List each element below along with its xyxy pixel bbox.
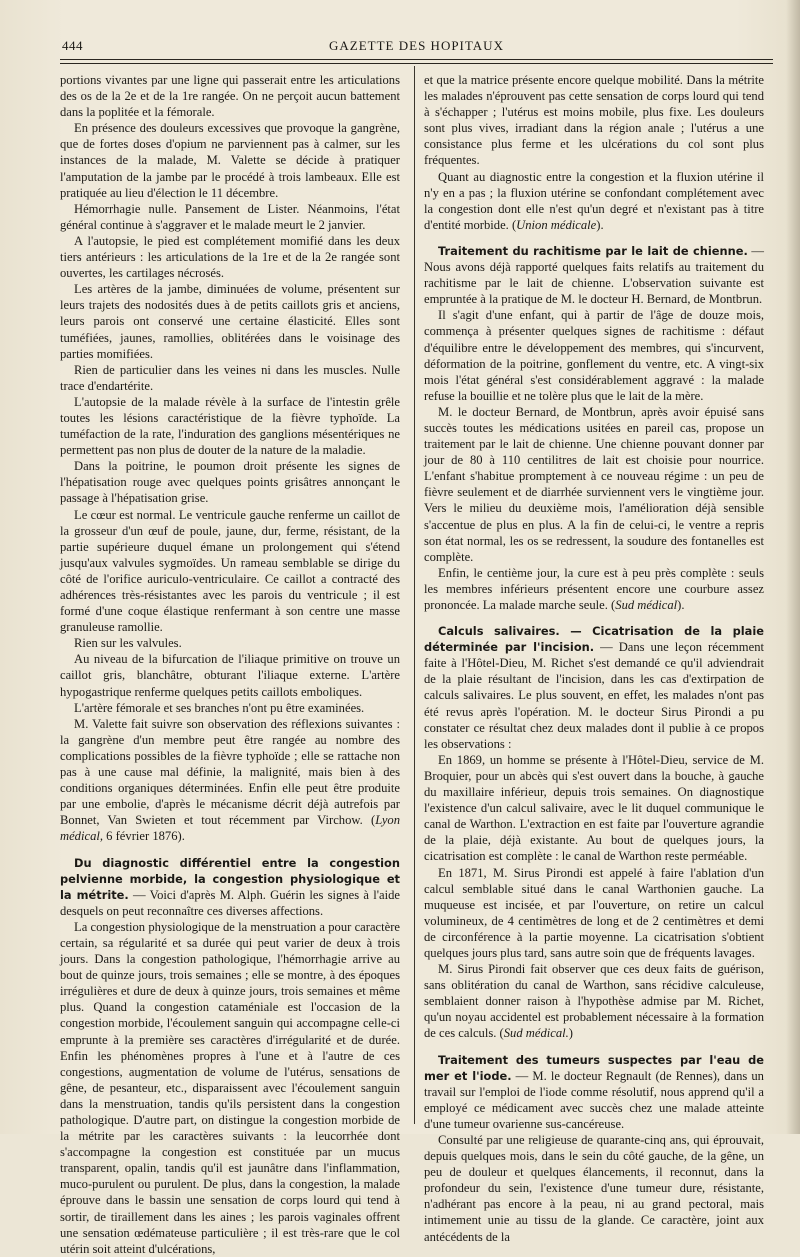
paragraph: Rien de particulier dans les veines ni dans les muscles. Nulle trace d'endartérite. [60, 362, 400, 393]
section-intro: — Nous avons déjà rapporté quelques faits relatifs au traitement du rachitisme par le lait de chienne. L'observation suivante est empruntée à la pratique de M. le docteur H. Bernard, de Montbrun. [424, 243, 765, 307]
paragraph: En 1871, M. Sirus Pirondi est appelé à faire l'ablation d'un calcul semblable situé dans le canal Warthonien gauche. La muqueuse est incisée, et par l'ouverture, on retire un calcul volumineux, de 4 centimètres de long et de 2 centimètres et demi de circonférence à la partie moyenne. La cicatrisation s'obtient quelques jours plus tard, sans autre soin que de fréquents lavages. [424, 865, 764, 960]
paragraph [424, 565, 764, 613]
section-title: Calculs salivaires. — Cicatrisation de la plaie déterminée par l'incision. [424, 624, 764, 655]
section-intro: — Voici d'après M. Alph. Guérin les signes à l'aide desquels on peut reconnaître ces diverses affections. [60, 887, 400, 918]
journal-title: GAZETTE DES HOPITAUX [329, 38, 504, 53]
page-edge-shadow [786, 0, 800, 1134]
section-tumeurs [424, 1052, 764, 1132]
source-citation: Union médicale [516, 217, 597, 232]
header-rule [60, 59, 773, 60]
paragraph: Le cœur est normal. Le ventricule gauche renferme un caillot de la grosseur d'un œuf de poule, jaune, dur, ferme, résistant, de la partie supérieure duquel émane un prolongement qui s'étend jusqu'aux valvules sygmoïdes. Un rameau semblable se dirige du côté de l'orifice auriculo-ventriculaire. Ce caillot a contracté des adhérences très-résistantes avec les parois du ventricule ; il est formé d'une coque élastique renfermant à son centre une masse granuleuse ramollie. [60, 507, 400, 635]
right-column [424, 72, 765, 1244]
section-intro: — Dans une leçon récemment faite à l'Hôtel-Dieu, M. Richet s'est demandé ce qu'il adviendrait de la plaie résultant de l'incision, dans les cas d'extirpation de calculs salivaires. Le plus souvent, en effet, les malades n'ont pas été revus après l'opération. M. le docteur Sirus Pirondi a pu constater ce résultat chez deux malades dont il publie à ce propos les observations : [424, 640, 764, 751]
section-rachitisme [424, 243, 764, 307]
section-title: Traitement du rachitisme par le lait de chienne. [438, 243, 748, 258]
source-citation: Sud médical. [503, 1026, 569, 1041]
paragraph: Rien sur les valvules. [74, 636, 182, 651]
paragraph: et que la matrice présente encore quelque mobilité. Dans la métrite les malades n'éprouvent pas cette sensation de corps lourd qui tend à s'échapper ; l'utérus est moins mobile, plus fixe. Les douleurs sont plus vives, irradiant dans la région anale ; l'utérus a une consistance plus ferme et les ulcérations du col sont plus fréquentes. [424, 73, 764, 168]
section-title: Du diagnostic différentiel entre la congestion pelvienne morbide, la congestion physiologique et la métrite. [60, 855, 400, 902]
paragraph-text: Quant au diagnostic entre la congestion et la fluxion utérine il n'y en a pas ; la fluxion utérine se confondant complétement avec la congestion dont elle n'est qu'un degré et n'existant pas à titre d'entité morbide. ( [424, 169, 764, 232]
paragraph-text: ). [596, 217, 604, 232]
paragraph-text: M. Valette fait suivre son observation des réflexions suivantes : la gangrène d'un membre peut être rangée au nombre des complications possibles de la fièvre typhoïde ; elle se rattache non pas à une cause mal définie, la malignité, mais bien à des conditions organiques déterminées. Enfin elle peut être produite par une embolie, d'après le mécanisme décrit déjà autrefois par Bonnet, Van Swieten et tout récemment par Virchow. ( [60, 716, 400, 828]
paragraph: L'artère fémorale et ses branches n'ont pu être examinées. [74, 700, 365, 715]
source-citation: Sud médical [615, 598, 678, 612]
paragraph: Les artères de la jambe, diminuées de volume, présentent sur leurs trajets des nodosités dues à de petits caillots gris et anciens, leurs parois ont conservé une certaine élasticité. Elles sont tuméfiées, jaunes, ramollies, oblitérées dans le voisinage des parties momifiées. [60, 282, 400, 361]
paragraph: M. le docteur Bernard, de Montbrun, après avoir épuisé sans succès toutes les médications usitées en pareil cas, propose un traitement par le lait de chienne. Une chienne pouvant donner par jour de 80 à 110 centilitres de lait est choisie pour nourrice. L'enfant s'habitue promptement à ce nouveau régime : un peu de fièvre seulement et de diarrhée surviennent vers le vingtième jour. Vers le milieu du deuxième mois, l'amélioration déjà sensible s'accentue de plus en plus. A la fin de celui-ci, le ventre a repris son état normal, les os se redressent, la soudure des fontanelles est complète. [424, 404, 764, 564]
page-header [60, 34, 773, 56]
paragraph-text: ) [568, 1026, 573, 1041]
paragraph: Il s'agit d'une enfant, qui à partir de l'âge de douze mois, commença à présenter quelques signes de rachitisme : défaut d'équilibre entre le développement des membres, qui s'incurvent, déformation de la poitrine, gonflement du ventre, etc. A vingt-six mois l'état général s'est considérablement aggravé : la malade refuse la bouillie et ne tolère plus que le lait de la mère. [424, 308, 764, 403]
section-title: Traitement des tumeurs suspectes par l'eau de mer et l'iode. [424, 1052, 764, 1083]
paragraph: A l'autopsie, le pied est complétement momifié dans les deux tiers antérieurs : les articulations de la 1re et de la 2e rangée sont ouvertes, les cartilages nécrosés. [60, 233, 400, 281]
page-number: 444 [62, 38, 83, 53]
paragraph: Consulté par une religieuse de quarante-cinq ans, qui éprouvait, depuis quelques mois, dans le sein du côté gauche, de la gêne, un peu de douleur et quelques élancements, il reconnut, dans la profondeur du sein, l'existence d'une tumeur dure, résistante, n'adhérant pas encore à la peau, ni au grand pectoral, mais intimement unie au tissu de la glande. Ce caractère, joint aux antécédents de la [424, 1133, 764, 1244]
paragraph-text: ). [677, 598, 685, 612]
paragraph-text: Enfin, le centième jour, la cure est à peu près complète : seuls les membres inférieurs présentent encore une courbure assez prononcée. La malade marche seule. ( [424, 565, 764, 612]
paragraph: Au niveau de la bifurcation de l'iliaque primitive on trouve un caillot gris, blanchâtre, obturant l'iliaque externe. L'artère hypogastrique renferme quelques petits caillots emboliques. [60, 652, 400, 699]
section-calculs [424, 623, 764, 752]
section-intro: — M. le docteur Regnault (de Rennes), dans un travail sur l'emploi de l'iode comme résolutif, nous apprend qu'il a employé ce médicament avec succès chez une malade atteinte d'une tumeur ovarienne sus-cancéreuse. [424, 1068, 764, 1131]
paragraph: portions vivantes par une ligne qui passerait entre les articulations des os de la 2e et de la 1re rangée. On ne perçoit aucun battement dans la poplitée et la fémorale. [60, 73, 400, 120]
paragraph [60, 716, 400, 845]
paragraph: L'autopsie de la malade révèle à la surface de l'intestin grêle toutes les lésions caractéristique de la fièvre typhoïde. La tuméfaction de la rate, l'induration des ganglions mésentériques ne permettent pas non plus de douter de la nature de la maladie. [60, 394, 400, 458]
paragraph [424, 169, 764, 233]
section-diagnostic [60, 855, 400, 919]
paragraph: Hémorrhagie nulle. Pansement de Lister. Néanmoins, l'état général continue à s'aggraver et le malade meurt le 2 janvier. [60, 201, 400, 232]
header-rule-thin [60, 63, 773, 64]
paragraph [424, 961, 764, 1041]
column-divider [414, 66, 415, 1124]
left-column [60, 72, 400, 1256]
paragraph: Dans la poitrine, le poumon droit présente les signes de l'hépatisation rouge avec quelques points grisâtres annonçant le passage à l'hépatisation grise. [60, 459, 400, 506]
paragraph: En 1869, un homme se présente à l'Hôtel-Dieu, service de M. Broquier, pour un abcès qui s'est ouvert dans la bouche, à gauche du maxillaire inférieur, depuis trois semaines. On diagnostique l'existence d'un calcul salivaire, avec le lit duquel communique le canal de Warthon. L'extraction en est faite par l'ouverture agrandie de la plaie, déjà existante. Au bout de quelques jours, la cicatrisation est complète : le canal de Warthon reste perméable. [424, 752, 764, 864]
paragraph: En présence des douleurs excessives que provoque la gangrène, que de fortes doses d'opium ne parviennent pas à calmer, sur les instances de la malade, M. Valette se décide à pratiquer l'amputation de la jambe par le procédé à trois lambeaux. Elle est pratiquée au lieu d'élection le 11 décembre. [60, 121, 400, 200]
source-citation: Lyon médical, [60, 813, 400, 844]
paragraph-text: 6 février 1876). [103, 829, 185, 844]
paragraph: La congestion physiologique de la menstruation a pour caractère certain, sa régularité et sa durée qui peut varier de deux à trois jours. Dans la congestion pathologique, l'hémorrhagie arrive au bout de quinze jours, trois semaines ; elle se montre, à des époques irrégulières et dure de deux à quinze jours, trois semaines et même plus. Quand la congestion cataméniale est l'occasion de la congestion morbide, l'écoulement sanguin qui accompagne celle-ci emprunte à la première ses caractères d'irrégularité et de durée. Enfin les phénomènes propres à l'une et à l'autre de ces congestions, augmentation de volume de l'utérus, sensations de gêne, de pesanteur, etc., disparaissent avec l'écoulement sanguin dans la menstruation, tandis qu'ils persistent dans la congestion pathologique. D'autre part, on distingue la congestion morbide de la métrite par les caractères suivants : la leucorrhée dont s'accompagne la congestion est constituée par un mucus transparent, opalin, tandis qu'il est jaunâtre dans l'inflammation, muco-purulent ou purulent. De plus, dans la congestion, la malade éprouve dans le bassin une sensation de corps lourd qui tend à sortir, de tiraillement dans les aines ; les parois vaginales offrent une sensation œdémateuse particulière ; il est très-rare que le col utérin soit atteint d'ulcérations, [60, 919, 400, 1256]
paragraph-text: M. Sirus Pirondi fait observer que ces deux faits de guérison, sans oblitération du canal de Warthon, sans récidive calculeuse, semblaient donner raison à l'hypothèse admise par M. Richet, qu'un noyau accidentel est probablement nécessaire à la formation de ces calculs. ( [424, 962, 764, 1041]
